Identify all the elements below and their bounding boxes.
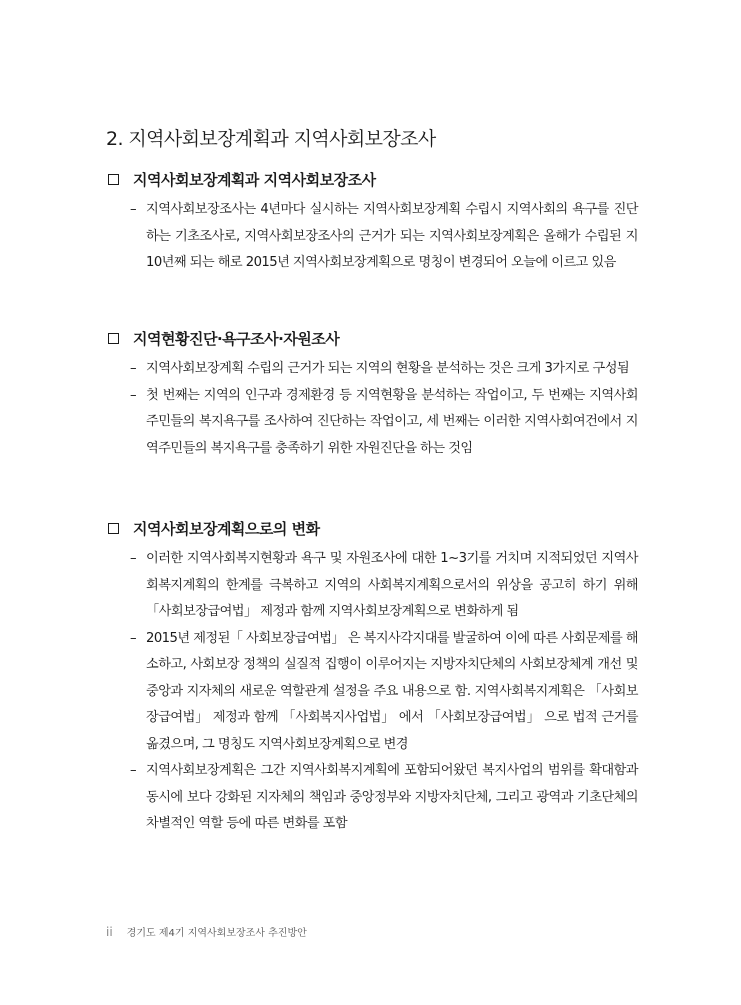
section-heading-text: 지역사회보장계획과 지역사회보장조사 <box>133 170 376 189</box>
bullet-text: 2015년 제정된「 사회보장급여법」 은 복지사각지대를 발굴하여 이에 따른 사회문제를 해소하고, 사회보장 정책의 실질적 집행이 이루어지는 지방자치단체의 사회보장체계 개선 및 중앙과 지자체의 새로운 역할관계 설정을 주요 내용으로 함. 지역사회복지계획은 「사회보장급여법」 제정과 함께 「사회복지사업법」 에서 「사회보장급여법」 으로 법적 근거를 옮겼으며, 그 명칭도 지역사회보장계획으로 변경 <box>146 630 638 752</box>
footer-text: 경기도 제4기 지역사회보장조사 추진방안 <box>126 928 307 939</box>
section-heading-text: 지역사회보장계획으로의 변화 <box>133 519 320 538</box>
section-heading <box>106 168 638 190</box>
bullet-text: 지역사회보장계획은 그간 지역사회복지계획에 포함되어왔던 복지사업의 범위를 확대함과 동시에 보다 강화된 지자체의 책임과 중앙정부와 지방자치단체, 그리고 광역과 기초단체의 차별적인 역할 등에 따른 변화를 포함 <box>146 763 638 831</box>
dash-icon: – <box>130 387 137 403</box>
bullet-item <box>106 626 638 759</box>
checkbox-square-icon <box>108 333 119 344</box>
section-heading <box>106 327 638 349</box>
checkbox-square-icon <box>108 174 119 185</box>
bullet-item <box>106 383 638 463</box>
bullet-item <box>106 758 638 838</box>
dash-icon: – <box>130 630 137 646</box>
bullet-text: 지역사회보장조사는 4년마다 실시하는 지역사회보장계획 수립시 지역사회의 욕구를 진단하는 기초조사로, 지역사회보장조사의 근거가 되는 지역사회보장계획은 올해가 수립된 지 10년째 되는 해로 2015년 지역사회보장계획으로 명칭이 변경되어 오늘에 이르고 있음 <box>146 202 638 270</box>
dash-icon: – <box>130 551 137 566</box>
bullet-text: 이러한 지역사회복지현황과 욕구 및 자원조사에 대한 1~3기를 거치며 지적되었던 지역사회복지계획의 한계를 극복하고 지역의 사회복지계획으로서의 위상을 공고히 하기 위해 「사회보장급여법」 제정과 함께 지역사회보장계획으로 변화하게 됨 <box>146 551 638 619</box>
section-plan-change <box>106 517 638 838</box>
bullet-text: 첫 번째는 지역의 인구과 경제환경 등 지역현황을 분석하는 작업이고, 두 번째는 지역사회주민들의 복지욕구를 조사하여 진단하는 작업이고, 세 번째는 이러한 지역사회여건에서 지역주민들의 복지욕구를 충족하기 위한 자원진단을 하는 것임 <box>146 387 638 456</box>
section-regional-diagnosis <box>106 327 638 462</box>
section-community-plan <box>106 168 638 277</box>
section-heading <box>106 517 638 539</box>
bullet-item <box>106 197 638 277</box>
section-heading-text: 지역현황진단·욕구조사·자원조사 <box>133 329 340 348</box>
checkbox-square-icon <box>108 523 119 534</box>
bullet-item <box>106 356 638 383</box>
page-number: ii <box>106 924 113 939</box>
bullet-item <box>106 546 638 626</box>
page-title: 2. 지역사회보장계획과 지역사회보장조사 <box>106 128 436 150</box>
page-footer <box>106 924 307 939</box>
dash-icon: – <box>130 202 137 217</box>
bullet-text: 지역사회보장계획 수립의 근거가 되는 지역의 현황을 분석하는 것은 크게 3가지로 구성됨 <box>146 361 630 376</box>
dash-icon: – <box>130 763 137 778</box>
dash-icon: – <box>130 361 137 376</box>
